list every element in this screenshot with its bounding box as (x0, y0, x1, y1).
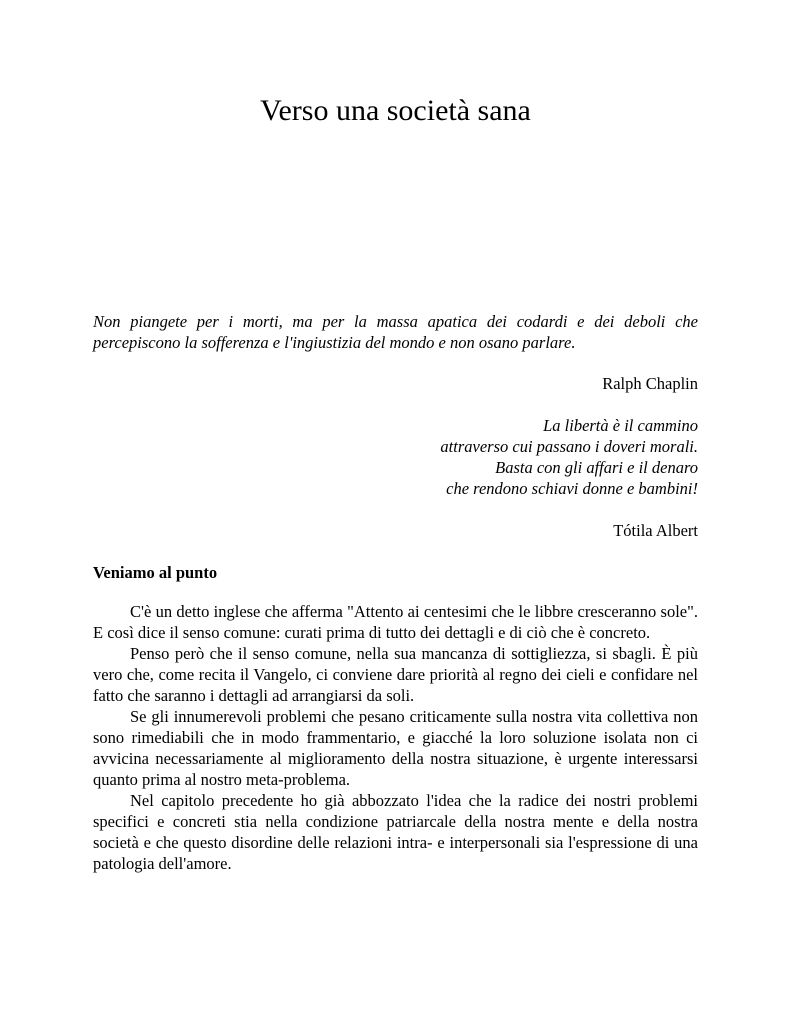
page-title: Verso una società sana (260, 94, 531, 127)
poem-line: Basta con gli affari e il denaro (495, 458, 698, 477)
body-paragraph: Penso però che il senso comune, nella sua mancanza di sottigliezza, si sbagli. È più vero che, come recita il Vangelo, ci conviene dare priorità al regno dei cieli e confidare nel fatto che saranno i dettagli ad arrangiarsi da soli. (93, 644, 698, 705)
poem-line: che rendono schiavi donne e bambini! (446, 479, 698, 498)
section-heading: Veniamo al punto (93, 563, 218, 582)
poem-author: Tótila Albert (613, 521, 698, 540)
body-paragraph: Nel capitolo precedente ho già abbozzato l'idea che la radice dei nostri problemi specifici e concreti stia nella condizione patriarcale della nostra mente e della nostra società e che questo disordine delle relazioni intra- e interpersonali sia l'espressione di una patologia dell'amore. (93, 791, 698, 873)
epigraph-quote: Non piangete per i morti, ma per la massa apatica dei codardi e dei deboli che percepiscono la sofferenza e l'ingiustizia del mondo e non osano parlare. (93, 312, 698, 352)
poem-line: attraverso cui passano i doveri morali. (440, 437, 698, 456)
body-paragraph: Se gli innumerevoli problemi che pesano criticamente sulla nostra vita collettiva non sono rimediabili che in modo frammentario, e giacché la loro soluzione isolata non ci avvicina necessariamente al miglioramento della nostra situazione, è urgente interessarsi quanto prima al nostro meta-problema. (93, 707, 698, 789)
section-body (93, 601, 698, 874)
body-paragraph: C'è un detto inglese che afferma "Attento ai centesimi che le libbre cresceranno sole". E così dice il senso comune: curati prima di tutto dei dettagli e di ciò che è concreto. (93, 602, 698, 642)
poem-line: La libertà è il cammino (543, 416, 698, 435)
epigraph-poem (93, 415, 698, 499)
epigraph-author: Ralph Chaplin (602, 374, 698, 393)
